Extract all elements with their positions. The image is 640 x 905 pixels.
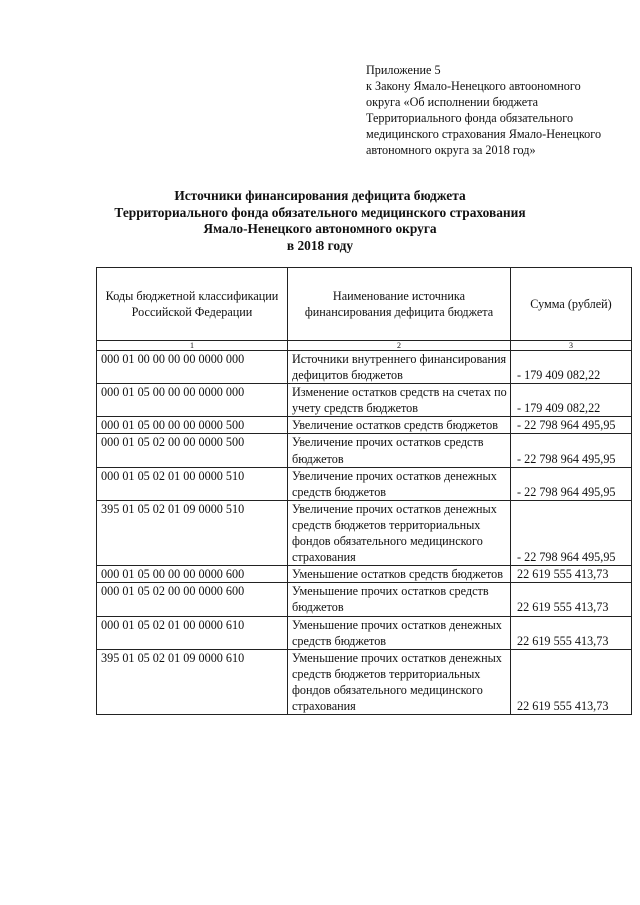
table-row bbox=[97, 583, 632, 616]
title-line: в 2018 году bbox=[286, 237, 354, 253]
table-row bbox=[97, 467, 632, 500]
row-code: 000 01 05 00 00 00 0000 000 bbox=[97, 384, 288, 417]
table-header-row bbox=[97, 268, 632, 341]
row-code: 000 01 05 00 00 00 0000 500 bbox=[97, 417, 288, 434]
row-name: Увеличение остатков средств бюджетов bbox=[288, 417, 511, 434]
row-amount: - 22 798 964 495,95 bbox=[511, 467, 632, 500]
row-code: 000 01 05 02 01 00 0000 610 bbox=[97, 616, 288, 649]
row-name: Уменьшение остатков средств бюджетов bbox=[288, 566, 511, 583]
row-code: 000 01 05 02 00 00 0000 500 bbox=[97, 434, 288, 467]
row-amount: 22 619 555 413,73 bbox=[511, 649, 632, 714]
row-code: 395 01 05 02 01 09 0000 610 bbox=[97, 649, 288, 714]
row-code: 000 01 00 00 00 00 0000 000 bbox=[97, 351, 288, 384]
table-row bbox=[97, 616, 632, 649]
row-name: Источники внутреннего финансирования дефицитов бюджетов bbox=[288, 351, 511, 384]
row-amount: - 179 409 082,22 bbox=[511, 351, 632, 384]
row-name: Уменьшение прочих остатков средств бюджетов bbox=[288, 583, 511, 616]
title-line: Территориального фонда обязательного медицинского страхования bbox=[114, 204, 526, 220]
row-amount: 22 619 555 413,73 bbox=[511, 583, 632, 616]
header-amount: Сумма (рублей) bbox=[511, 268, 632, 341]
row-name: Изменение остатков средств на счетах по учету средств бюджетов bbox=[288, 384, 511, 417]
table-row bbox=[97, 434, 632, 467]
document-title bbox=[60, 188, 580, 254]
header-name: Наименование источника финансирования дефицита бюджета bbox=[288, 268, 511, 341]
appendix-line: округа «Об исполнении бюджета bbox=[366, 95, 539, 109]
row-name: Уменьшение прочих остатков денежных средств бюджетов территориальных фондов обязательного медицинского страхования bbox=[288, 649, 511, 714]
table-row bbox=[97, 417, 632, 434]
table-row bbox=[97, 351, 632, 384]
appendix-note bbox=[366, 62, 616, 158]
row-amount: 22 619 555 413,73 bbox=[511, 566, 632, 583]
appendix-line: медицинского страхования Ямало-Ненецкого bbox=[366, 127, 602, 141]
row-amount: 22 619 555 413,73 bbox=[511, 616, 632, 649]
appendix-line: автономного округа за 2018 год» bbox=[366, 143, 536, 157]
financing-sources-table bbox=[96, 267, 632, 715]
row-name: Увеличение прочих остатков денежных средств бюджетов территориальных фондов обязательного медицинского страхования bbox=[288, 500, 511, 565]
row-code: 395 01 05 02 01 09 0000 510 bbox=[97, 500, 288, 565]
column-number-row bbox=[97, 341, 632, 351]
row-code: 000 01 05 02 00 00 0000 600 bbox=[97, 583, 288, 616]
column-number: 1 bbox=[97, 341, 288, 351]
table-row bbox=[97, 566, 632, 583]
appendix-line: Территориального фонда обязательного bbox=[366, 111, 574, 125]
row-amount: - 22 798 964 495,95 bbox=[511, 434, 632, 467]
row-name: Увеличение прочих остатков средств бюджетов bbox=[288, 434, 511, 467]
title-line: Источники финансирования дефицита бюджета bbox=[174, 188, 466, 203]
row-code: 000 01 05 02 01 00 0000 510 bbox=[97, 467, 288, 500]
appendix-line: Приложение 5 bbox=[366, 63, 441, 77]
row-amount: - 22 798 964 495,95 bbox=[511, 417, 632, 434]
column-number: 3 bbox=[511, 341, 632, 351]
row-code: 000 01 05 00 00 00 0000 600 bbox=[97, 566, 288, 583]
header-codes: Коды бюджетной классификации Российской Федерации bbox=[97, 268, 288, 341]
row-name: Увеличение прочих остатков денежных средств бюджетов bbox=[288, 467, 511, 500]
table-row bbox=[97, 384, 632, 417]
appendix-line: к Закону Ямало-Ненецкого автоономного bbox=[366, 79, 581, 93]
column-number: 2 bbox=[288, 341, 511, 351]
row-amount: - 22 798 964 495,95 bbox=[511, 500, 632, 565]
table-row bbox=[97, 649, 632, 714]
title-line: Ямало-Ненецкого автономного округа bbox=[203, 221, 437, 236]
row-name: Уменьшение прочих остатков денежных средств бюджетов bbox=[288, 616, 511, 649]
table-row bbox=[97, 500, 632, 565]
row-amount: - 179 409 082,22 bbox=[511, 384, 632, 417]
